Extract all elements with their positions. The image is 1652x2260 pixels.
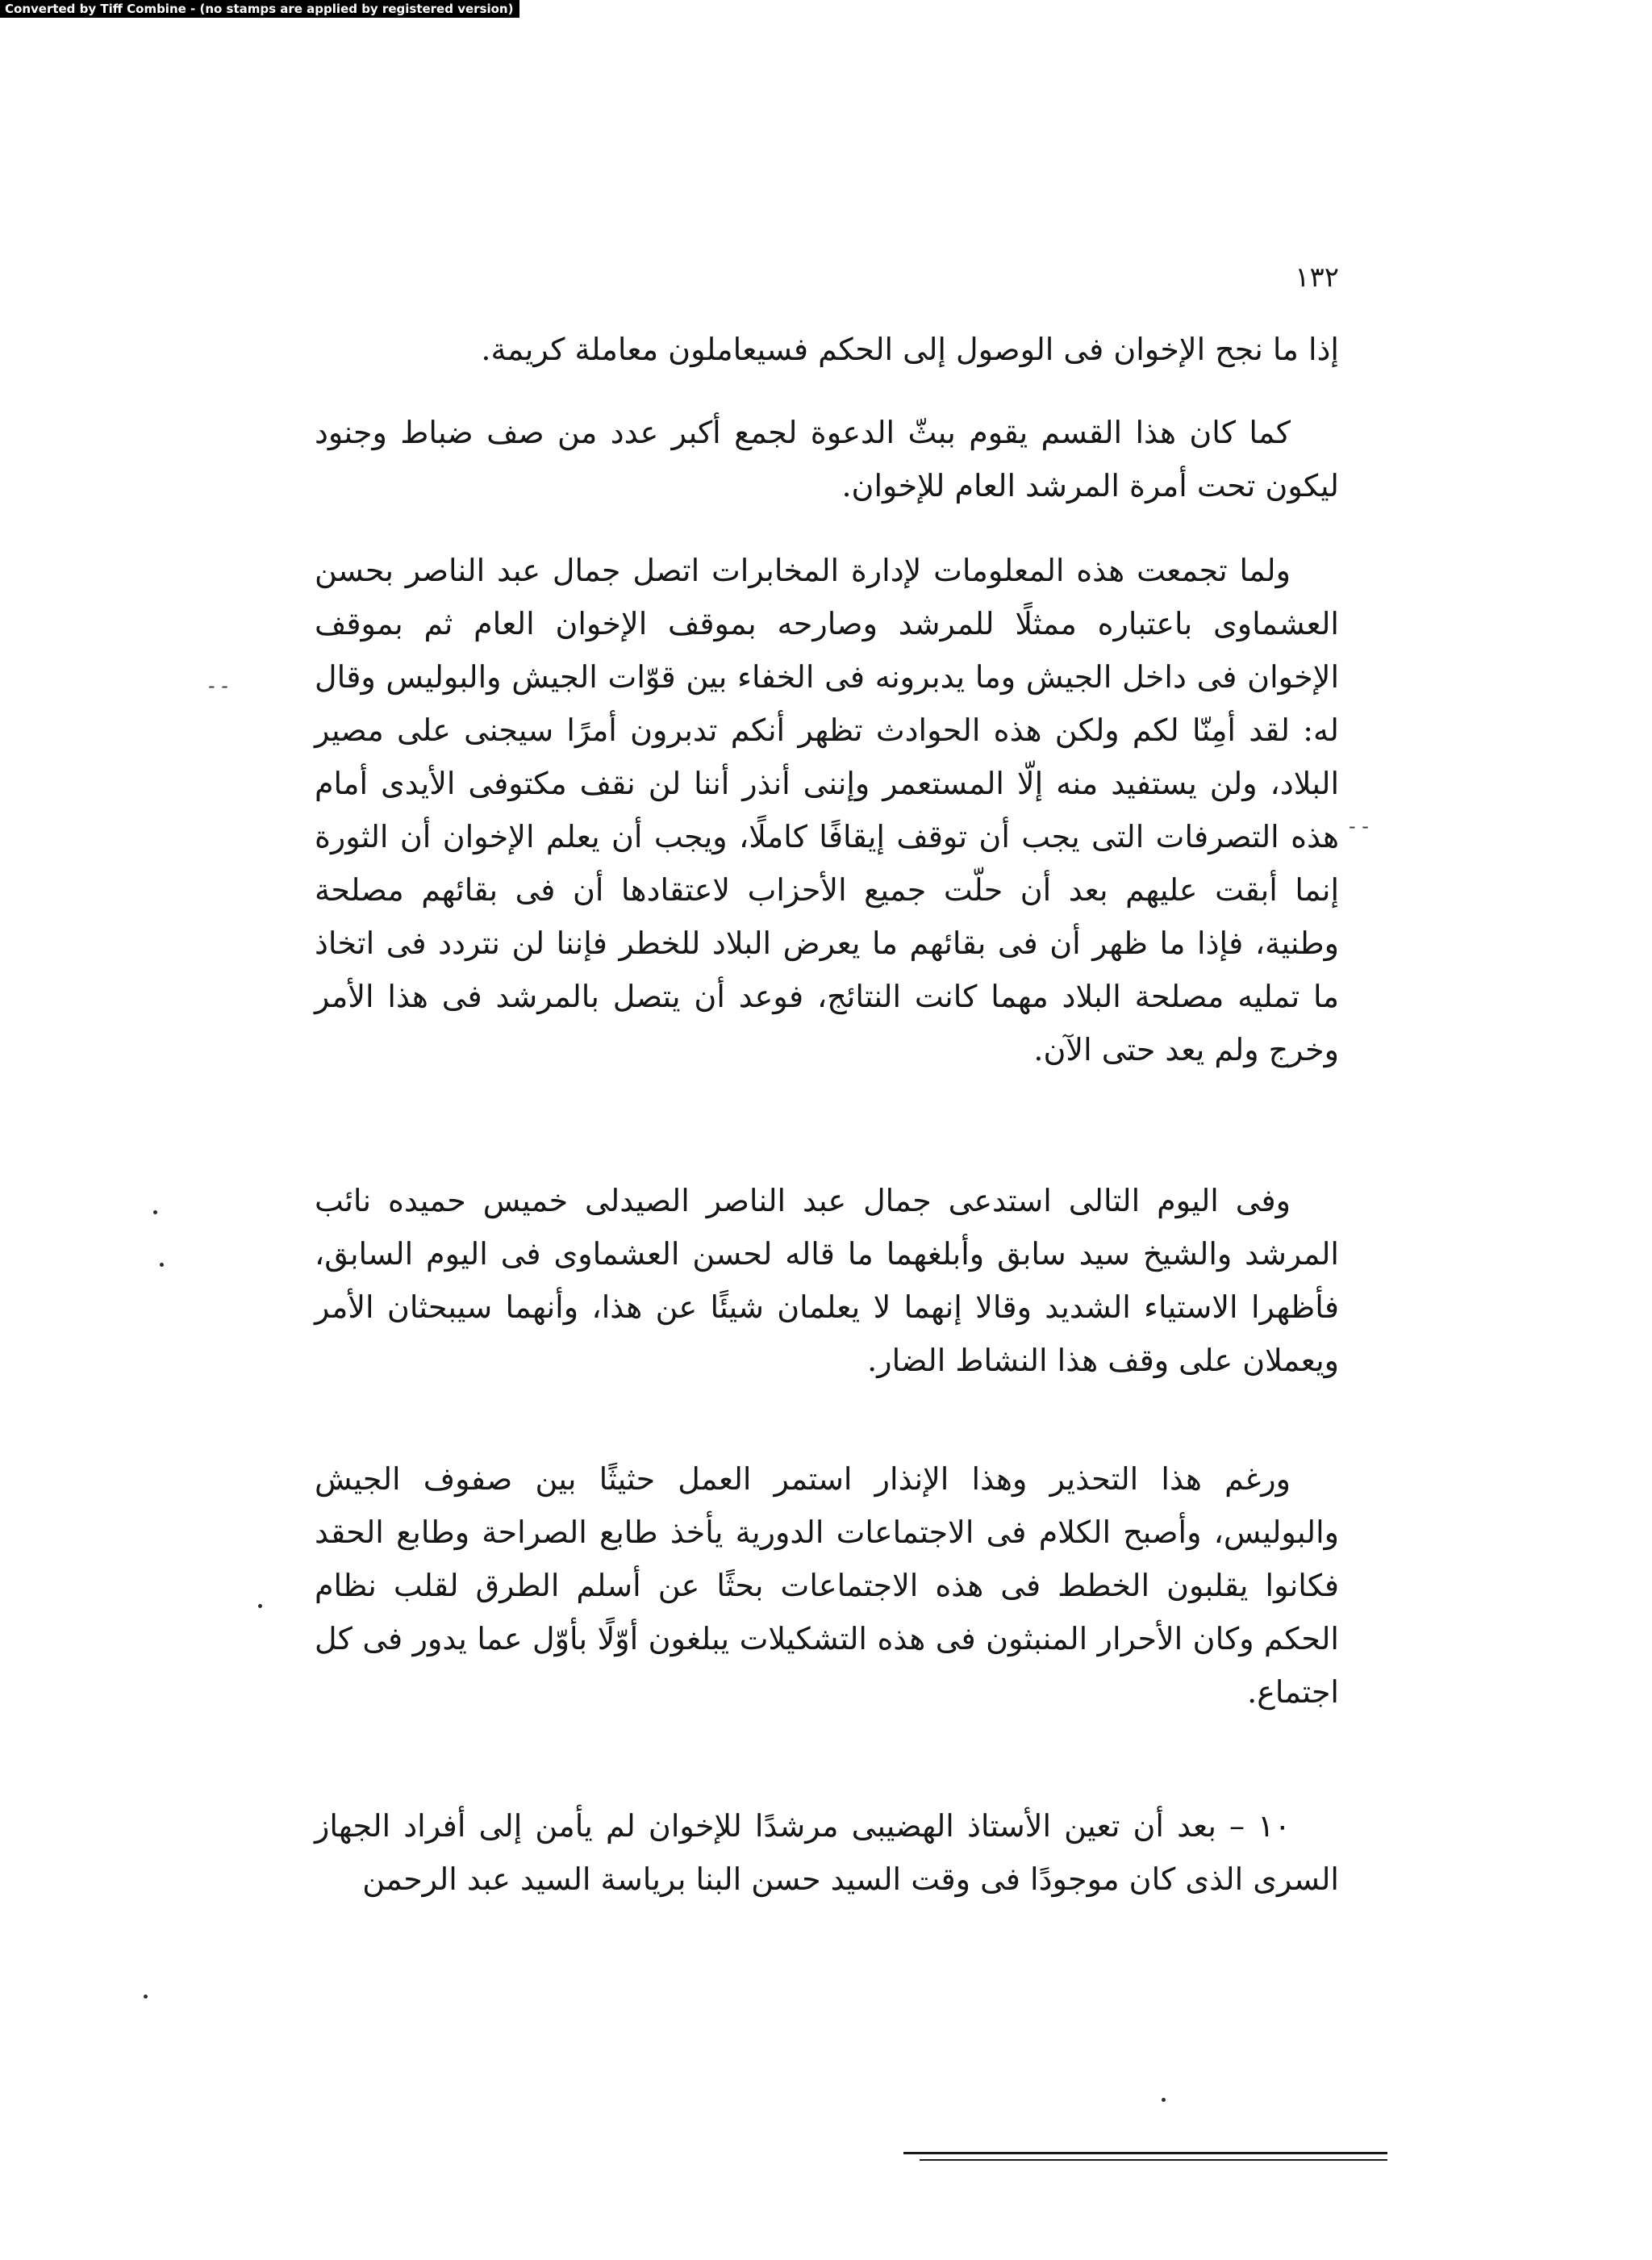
paragraph-5: ورغم هذا التحذير وهذا الإنذار استمر العمل حثيثًا بين صفوف الجيش والبوليس، وأصبح الكلام فى الاجتماعات الدورية يأخذ طابع الصراحة وطابع الحقد فكانوا يقلبون الخطط فى هذه الاجتماعات بحثًا عن أسلم الطرق لقلب نظام الحكم وكان الأحرار المنبثون فى هذه التشكيلات يبلغون أوّلًا بأوّل عما يدور فى كل اجتماع. bbox=[315, 1461, 1339, 1710]
scan-mark: - - bbox=[208, 675, 228, 697]
footer-rule bbox=[903, 2152, 1387, 2154]
paragraph-1: إذا ما نجح الإخوان فى الوصول إلى الحكم فسيعاملون معاملة كريمة. bbox=[481, 332, 1339, 367]
scan-speck bbox=[258, 1604, 262, 1608]
paragraph-4: وفى اليوم التالى استدعى جمال عبد الناصر الصيدلى خميس حميده نائب المرشد والشيخ سيد سابق وأبلغهما ما قاله لحسن العشماوى فى اليوم السابق، فأظهرا الاستياء الشديد وقالا إنهما لا يعلمان شيئًا عن هذا، وأنهما سيبحثان الأمر ويعملان على وقف هذا النشاط الضار. bbox=[315, 1183, 1339, 1378]
scan-speck bbox=[153, 1210, 157, 1214]
page-number: ١٣٢ bbox=[1295, 261, 1339, 294]
scan-speck bbox=[1162, 2098, 1166, 2102]
scan-speck bbox=[160, 1263, 164, 1267]
paragraph-2: كما كان هذا القسم يقوم ببثّ الدعوة لجمع أكبر عدد من صف ضباط وجنود ليكون تحت أمرة المرشد العام للإخوان. bbox=[315, 415, 1339, 503]
paragraph-3: ولما تجمعت هذه المعلومات لإدارة المخابرات اتصل جمال عبد الناصر بحسن العشماوى باعتباره ممثلًا للمرشد وصارحه بموقف الإخوان العام ثم بموقف الإخوان فى داخل الجيش وما يدبرونه فى الخفاء بين قوّات الجيش والبوليس وقال له: لقد أمِنّا لكم ولكن هذه الحوادث تظهر أنكم تدبرون أمرًا سيجنى على مصير البلاد، ولن يستفيد منه إلّا المستعمر وإننى أنذر أننا لن نقف مكتوفى الأيدى أمام هذه التصرفات التى يجب أن توقف إيقافًا كاملًا، ويجب أن يعلم الإخوان أن الثورة إنما أبقت عليهم بعد أن حلّت جميع الأحزاب لاعتقادها أن فى بقائهم مصلحة وطنية، فإذا ما ظهر أن فى بقائهم ما يعرض البلاد للخطر فإننا لن نتردد فى اتخاذ ما تمليه مصلحة البلاد مهما كانت النتائج، فوعد أن يتصل بالمرشد فى هذا الأمر وخرج ولم يعد حتى الآن. bbox=[315, 553, 1339, 1067]
footer-rule-secondary bbox=[920, 2159, 1387, 2161]
scan-mark: - - bbox=[1349, 815, 1369, 838]
scan-speck bbox=[144, 1995, 148, 1999]
paragraph-6: ١٠ – بعد أن تعين الأستاذ الهضيبى مرشدًا للإخوان لم يأمن إلى أفراد الجهاز السرى الذى كان موجودًا فى وقت السيد حسن البنا برياسة السيد عبد الرحمن bbox=[315, 1808, 1339, 1897]
converter-banner: Converted by Tiff Combine - (no stamps are applied by registered version) bbox=[0, 0, 519, 18]
